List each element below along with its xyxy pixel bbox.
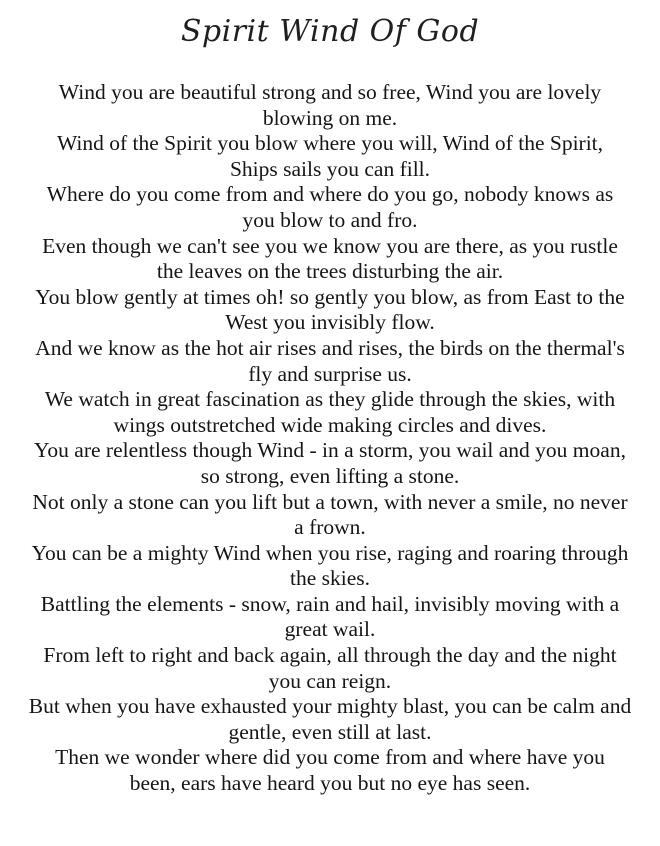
poem-line: West you invisibly flow.	[225, 310, 435, 335]
poem-line: the leaves on the trees disturbing the air.	[156, 259, 504, 284]
poem-line: the skies.	[289, 566, 371, 591]
poem-line: been, ears have heard you but no eye has seen.	[129, 771, 531, 796]
poem-line: a frown.	[294, 515, 366, 540]
poem-line: great wail.	[284, 617, 376, 642]
stanza	[0, 131, 660, 182]
poem-line: You are relentless though Wind - in a storm, you wail and you moan,	[34, 438, 626, 463]
poem-line: And we know as the hot air rises and rises, the birds on the thermal's	[35, 335, 625, 360]
poem-line: you can reign.	[268, 668, 392, 693]
poem-line: Wind of the Spirit you blow where you will, Wind of the Spirit,	[56, 131, 604, 156]
stanza	[0, 336, 660, 387]
stanza	[0, 234, 660, 285]
poem-line: so strong, even lifting a stone.	[200, 463, 460, 488]
stanza	[0, 438, 660, 489]
poem-line: You blow gently at times oh! so gently you blow, as from East to the	[35, 284, 625, 309]
poem-line: Not only a stone can you lift but a town, with never a smile, no never	[32, 489, 628, 514]
stanza	[0, 80, 660, 131]
poem-line: blowing on me.	[262, 105, 398, 130]
poem-line: fly and surprise us.	[248, 361, 412, 386]
stanza	[0, 285, 660, 336]
poem-title: Spirit Wind Of God	[180, 14, 480, 49]
poem-line: wings outstretched wide making circles and dives.	[113, 412, 547, 437]
poem-line: Even though we can't see you we know you are there, as you rustle	[42, 233, 618, 258]
poem-line: Then we wonder where did you come from and where have you	[55, 745, 605, 770]
poem-line: Ships sails you can fill.	[229, 156, 431, 181]
stanza	[0, 745, 660, 796]
poem-line: From left to right and back again, all through the day and the night	[43, 643, 617, 668]
poem-line: Wind you are beautiful strong and so free, Wind you are lovely	[58, 80, 602, 104]
poem-line: But when you have exhausted your mighty blast, you can be calm and	[28, 694, 632, 719]
poem-line: You can be a mighty Wind when you rise, raging and roaring through	[31, 540, 629, 565]
poem-body	[0, 80, 660, 797]
poem-line: Where do you come from and where do you go, nobody knows as	[46, 182, 614, 207]
poem-line: We watch in great fascination as they glide through the skies, with	[44, 387, 616, 412]
stanza	[0, 182, 660, 233]
stanza	[0, 694, 660, 745]
stanza	[0, 490, 660, 541]
poem-line: gentle, even still at last.	[228, 719, 432, 744]
stanza	[0, 387, 660, 438]
stanza	[0, 592, 660, 643]
stanza	[0, 541, 660, 592]
poem-line: Battling the elements - snow, rain and hail, invisibly moving with a	[40, 591, 620, 616]
stanza	[0, 643, 660, 694]
poem-line: you blow to and fro.	[242, 207, 418, 232]
